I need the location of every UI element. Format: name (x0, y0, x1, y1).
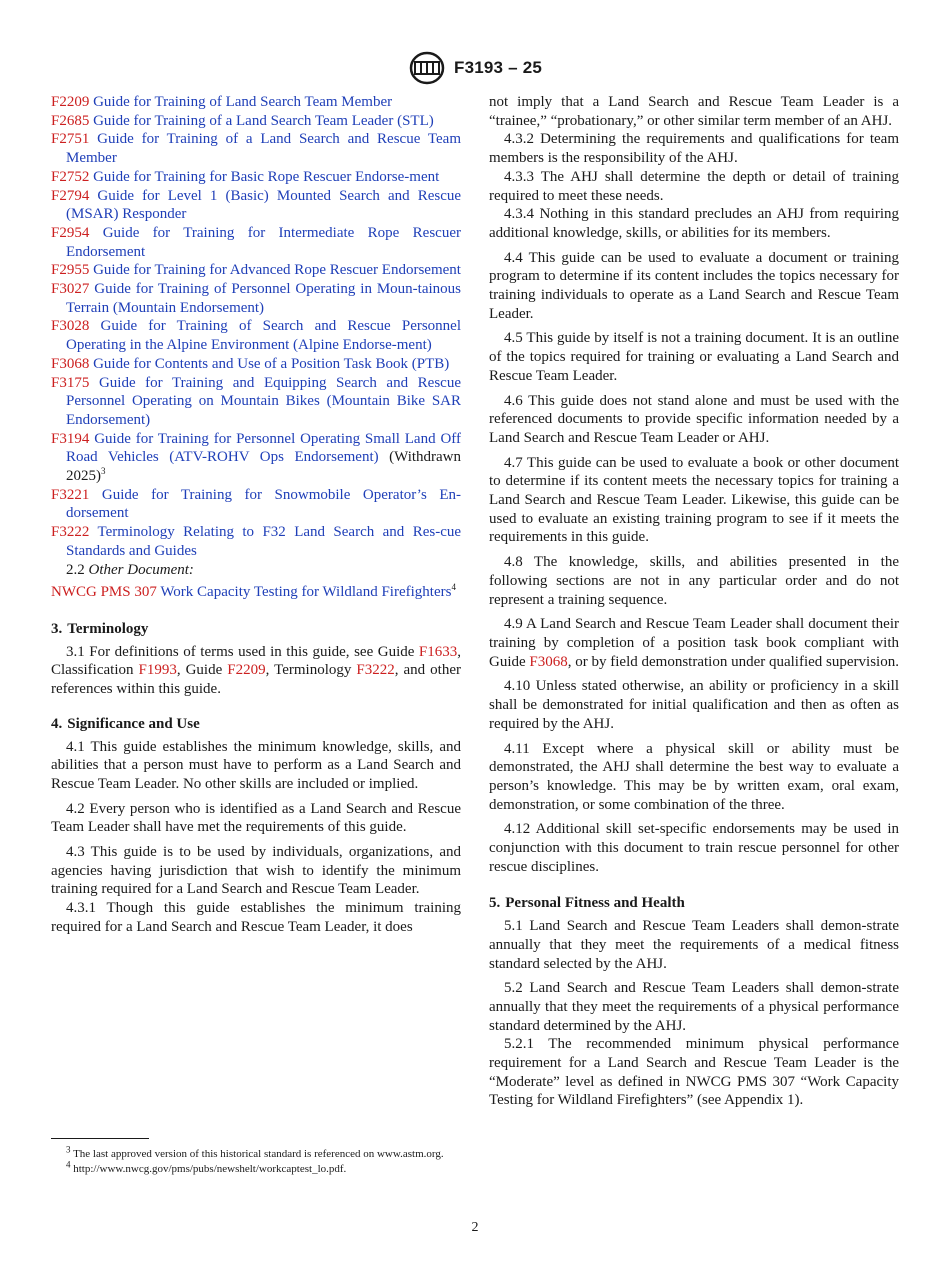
reference-entry (51, 187, 461, 224)
reference-title[interactable]: Guide for Training of Search and Rescue Personnel Operating in the Alpine Environment (Alpine Endorse-ment) (66, 318, 462, 354)
paragraph-4-3: 4.3 This guide is to be used by individuals, organizations, and agencies having jurisdiction that wish to identify the minimum training required for a Land Search and Rescue Team Leader. (51, 844, 461, 898)
xref-f2209[interactable]: F2209 (227, 662, 266, 679)
astm-logo-icon (408, 51, 446, 85)
left-column (51, 93, 461, 937)
reference-entry (51, 280, 461, 317)
paragraph-5-2: 5.2 Land Search and Rescue Team Leaders shall demon-strate annually that they meet the requirements of a physical performance standard determined by the AHJ. (489, 980, 899, 1034)
footnote-3: $^3$ The last approved version of this historical standard is referenced on www.astm.org. (66, 1144, 444, 1160)
reference-title[interactable]: Guide for Training for Snowmobile Operator’s En-dorsement (66, 486, 461, 522)
paragraph-4-2: 4.2 Every person who is identified as a Land Search and Rescue Team Leader shall have met the requirements of this guide. (51, 800, 461, 836)
footnotes (51, 1144, 461, 1177)
reference-entry (51, 317, 461, 354)
reference-code[interactable]: F2209 (51, 94, 90, 110)
document-designation: F3193 – 25 (453, 58, 542, 77)
reference-title[interactable]: Guide for Training of a Land Search and Rescue Team Member (66, 131, 461, 167)
reference-title[interactable]: Guide for Training for Personnel Operating Small Land Off Road Vehicles (ATV-ROHV Ops Endorsement) (66, 430, 461, 466)
footnote-4: $^4$ http://www.nwcg.gov/pms/pubs/newshelt/workcaptest_lo.pdf. (66, 1159, 347, 1175)
footnote-marker: 3 (101, 466, 106, 477)
reference-code[interactable]: F2954 (51, 224, 90, 241)
reference-title[interactable]: Guide for Training for Intermediate Rope Rescuer Endorsement (66, 224, 461, 260)
paragraph-4-6: 4.6 This guide does not stand alone and must be used with the referenced documents to provide specific information needed by a Land Search and Rescue Team Leader or AHJ. (489, 392, 899, 446)
xref-f1633[interactable]: F1633 (418, 643, 458, 660)
paragraph-4-8: 4.8 The knowledge, skills, and abilities presented in the following sections are not in any particular order and do not represent a training sequence. (489, 554, 899, 608)
reference-entry-nwcg (51, 583, 461, 602)
reference-entry (51, 430, 461, 486)
paragraph-5-1: 5.1 Land Search and Rescue Team Leaders shall demon-strate annually that they meet the requirements of a medical fitness standard selected by the AHJ. (489, 918, 899, 972)
reference-note: (Withdrawn 2025) (66, 449, 462, 485)
reference-code[interactable]: F2955 (51, 262, 90, 279)
reference-title[interactable]: Guide for Training and Equipping Search and Rescue Personnel Operating on Mountain Bikes (Mountain Bike SAR Endorsement) (66, 374, 461, 428)
reference-code[interactable]: F3068 (51, 355, 90, 372)
paragraph-4-11: 4.11 Except where a physical skill or ability must be demonstrated, the AHJ shall determine the best way to evaluate a person’s knowledge. This may be by written exam, oral exam, demonstration, or some combination of the three. (489, 740, 899, 813)
paragraph-4-3-4: 4.3.4 Nothing in this standard precludes an AHJ from requiring additional knowledge, skills, or abilities for its members. (489, 206, 899, 241)
other-document-number: 2.2 (66, 561, 85, 578)
paragraph-4-5: 4.5 This guide by itself is not a training document. It is an outline of the topics required for training or evaluating a Land Search and Rescue Team Leader. (489, 330, 899, 384)
reference-code[interactable]: F3028 (51, 318, 90, 335)
page-number: 2 (471, 1220, 479, 1235)
reference-title[interactable]: Guide for Training for Advanced Rope Rescuer Endorsement (93, 262, 461, 279)
paragraph-3-1: 3.1 For definitions of terms used in this guide, see Guide F1633, Classification F1993, Guide F2209, Terminology F3222, and other references within this guide. (51, 643, 461, 698)
paragraph-5-2-1: 5.2.1 The recommended minimum physical performance requirement for a Land Search and Rescue Team Leader is the “Moderate” level as defined in NWCG PMS 307 “Work Capacity Testing for Wildland Firefighters” (see Appendix 1). (489, 1036, 899, 1109)
reference-entry (51, 168, 461, 187)
reference-title[interactable]: Work Capacity Testing for Wildland Firefighters (160, 584, 452, 601)
xref-f3068[interactable]: F3068 (529, 653, 568, 670)
reference-title[interactable]: Terminology Relating to F32 Land Search and Res-cue Standards and Guides (66, 524, 462, 559)
paragraph-4-1: 4.1 This guide establishes the minimum knowledge, skills, and abilities that a person must have to perform as a Land Search and Rescue Team Leader. No other skills are included or implied. (51, 738, 461, 792)
reference-code[interactable]: F2685 (51, 112, 90, 129)
section-4-heading: 4. Significance and Use (51, 715, 200, 732)
reference-title[interactable]: Guide for Training of Personnel Operating in Moun-tainous Terrain (Mountain Endorsement) (66, 281, 461, 316)
reference-code[interactable]: F2794 (51, 187, 90, 204)
paragraph-4-12: 4.12 Additional skill set-specific endorsements may be used in conjunction with this document to train rescue personnel for other rescue disciplines. (489, 821, 899, 875)
paragraph-4-3-1-continued: not imply that a Land Search and Rescue Team Leader is a “trainee,” “probationary,” or other similar term member of an AHJ. (489, 94, 899, 129)
reference-code[interactable]: F3221 (51, 486, 90, 503)
reference-entry (51, 261, 461, 280)
reference-code[interactable]: F2751 (51, 131, 90, 148)
paragraph-4-4: 4.4 This guide can be used to evaluate a document or training program to determine if its content includes the topics necessary for training individuals to operate as a Land Search and Rescue Team Leader. (489, 249, 899, 322)
reference-title[interactable]: Guide for Training for Basic Rope Rescuer Endorse-ment (93, 168, 440, 185)
reference-entry (51, 374, 461, 430)
reference-entry (51, 523, 461, 560)
reference-list (51, 93, 461, 561)
reference-title[interactable]: Guide for Training of a Land Search Team Leader (STL) (93, 112, 434, 129)
reference-code[interactable]: F2752 (51, 168, 90, 185)
reference-code[interactable]: F3222 (51, 524, 90, 541)
paragraph-4-3-2: 4.3.2 Determining the requirements and qualifications for team members is the responsibility of the AHJ. (489, 131, 899, 167)
paragraph-4-10: 4.10 Unless stated otherwise, an ability or proficiency in a skill shall be demonstrated for initial qualification and then as often as required by the AHJ. (489, 678, 899, 732)
paragraph-4-9: 4.9 A Land Search and Rescue Team Leader shall document their training by completion of a position task book compliant with Guide F3068, or by field demonstration under qualified supervision. (489, 616, 899, 670)
reference-entry (51, 93, 461, 112)
reference-code[interactable]: F3194 (51, 430, 90, 447)
reference-entry (51, 486, 461, 523)
other-document-heading (51, 561, 461, 580)
reference-title[interactable]: Guide for Training of Land Search Team Member (93, 94, 393, 110)
reference-code[interactable]: F3027 (51, 281, 90, 298)
other-document-label: Other Document: (88, 561, 194, 578)
reference-code[interactable]: NWCG PMS 307 (51, 584, 157, 601)
page-header (0, 50, 950, 86)
footnote-marker: 4 (451, 582, 456, 593)
reference-title[interactable]: Guide for Contents and Use of a Position Task Book (PTB) (93, 355, 450, 372)
xref-f3222[interactable]: F3222 (356, 662, 395, 679)
paragraph-4-3-3: 4.3.3 The AHJ shall determine the depth or detail of training required to meet these needs. (489, 168, 899, 204)
paragraph-4-7: 4.7 This guide can be used to evaluate a book or other document to determine if its content meets the necessary topics for training a Land Search and Rescue Team Leader. Likewise, this guide can be used to evaluate an existing training program to see if it meets the requirements in this guide. (489, 454, 899, 546)
xref-f1993[interactable]: F1993 (138, 662, 177, 679)
reference-entry (51, 130, 461, 167)
footnote-divider (51, 1138, 149, 1139)
right-column (489, 93, 899, 1110)
reference-code[interactable]: F3175 (51, 374, 90, 391)
paragraph-4-3-1: 4.3.1 Though this guide establishes the minimum training required for a Land Search and Rescue Team Leader, it does (51, 900, 461, 935)
section-3-heading: 3. Terminology (51, 620, 149, 637)
reference-entry (51, 224, 461, 261)
reference-entry (51, 112, 461, 131)
section-5-heading: 5. Personal Fitness and Health (489, 895, 685, 912)
reference-title[interactable]: Guide for Level 1 (Basic) Mounted Search and Rescue (MSAR) Responder (66, 187, 462, 223)
reference-entry (51, 355, 461, 374)
